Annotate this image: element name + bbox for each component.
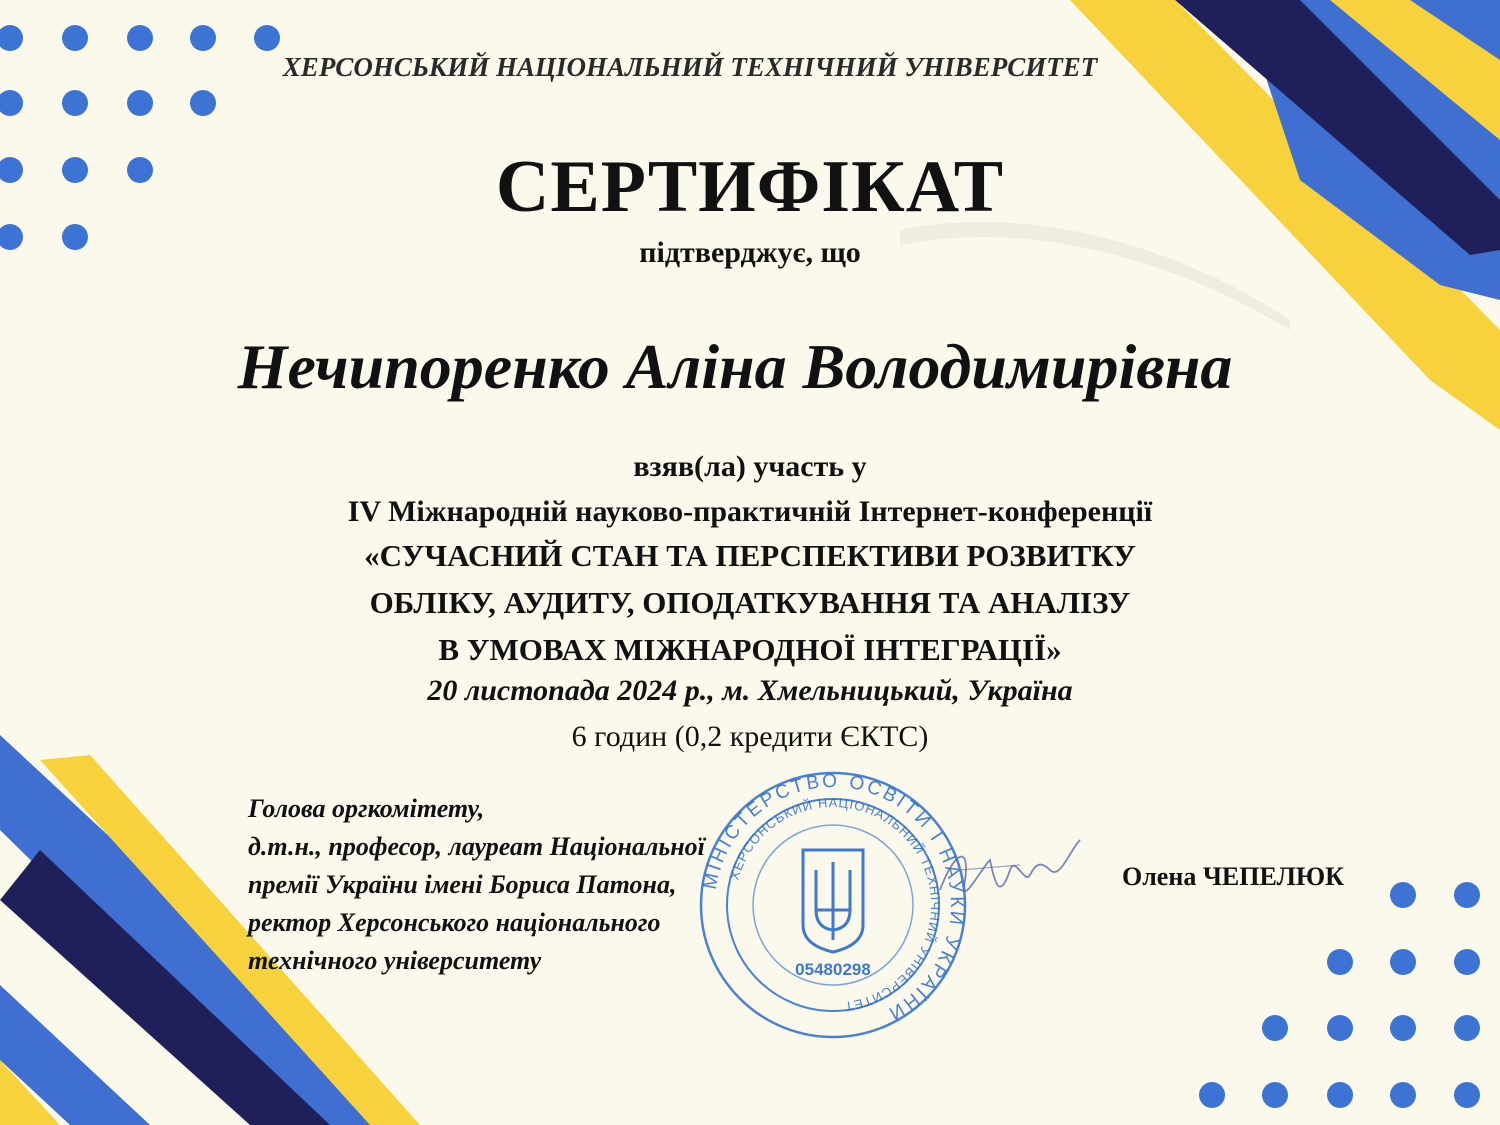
certificate-title: СЕРТИФІКАТ [495, 146, 1005, 228]
trident-icon [803, 850, 863, 952]
stamp-outer-text: МІНІСТЕРСТВО ОСВІТИ І НАУКИ УКРАЇНИ [699, 770, 968, 1025]
signer-name: Олена ЧЕПЕЛЮК [1122, 862, 1344, 891]
chair-line: д.т.н., професор, лауреат Національної [248, 832, 705, 861]
confirms-text: підтверджує, що [639, 236, 861, 269]
conference-name: IV Міжнародній науково-практичній Інтернет-конференції [347, 495, 1153, 528]
date-place: 20 листопада 2024 р., м. Хмельницький, Україна [427, 674, 1073, 707]
official-stamp [698, 770, 968, 1040]
recipient-name: Нечипоренко Аліна Володимирівна [237, 331, 1233, 402]
university-name: ХЕРСОНСЬКИЙ НАЦІОНАЛЬНИЙ ТЕХНІЧНИЙ УНІВЕРСИТЕТ [282, 52, 1098, 82]
chair-line: ректор Херсонського національного [248, 908, 661, 937]
topic-line: В УМОВАХ МІЖНАРОДНОЇ ІНТЕГРАЦІЇ» [438, 632, 1062, 667]
topic-line: ОБЛІКУ, АУДИТУ, ОПОДАТКУВАННЯ ТА АНАЛІЗУ [369, 585, 1131, 620]
participated-text: взяв(ла) участь у [633, 450, 867, 483]
stamp-code: 05480298 [795, 960, 871, 979]
chair-line: технічного університету [248, 946, 542, 975]
hours-credits: 6 годин (0,2 кредити ЄКТС) [571, 720, 929, 753]
bottom-right-dots [1199, 882, 1480, 1108]
signature [930, 830, 1090, 920]
chair-block [248, 790, 705, 980]
chair-line: Голова оргкомітету, [248, 794, 485, 823]
chair-line: премії України імені Бориса Патона, [248, 870, 677, 899]
stamp-inner-text: ХЕРСОНСЬКИЙ НАЦІОНАЛЬНИЙ ТЕХНІЧНИЙ УНІВЕРСИТЕТ [726, 794, 944, 1015]
topic-line: «СУЧАСНИЙ СТАН ТА ПЕРСПЕКТИВИ РОЗВИТКУ [364, 538, 1136, 573]
